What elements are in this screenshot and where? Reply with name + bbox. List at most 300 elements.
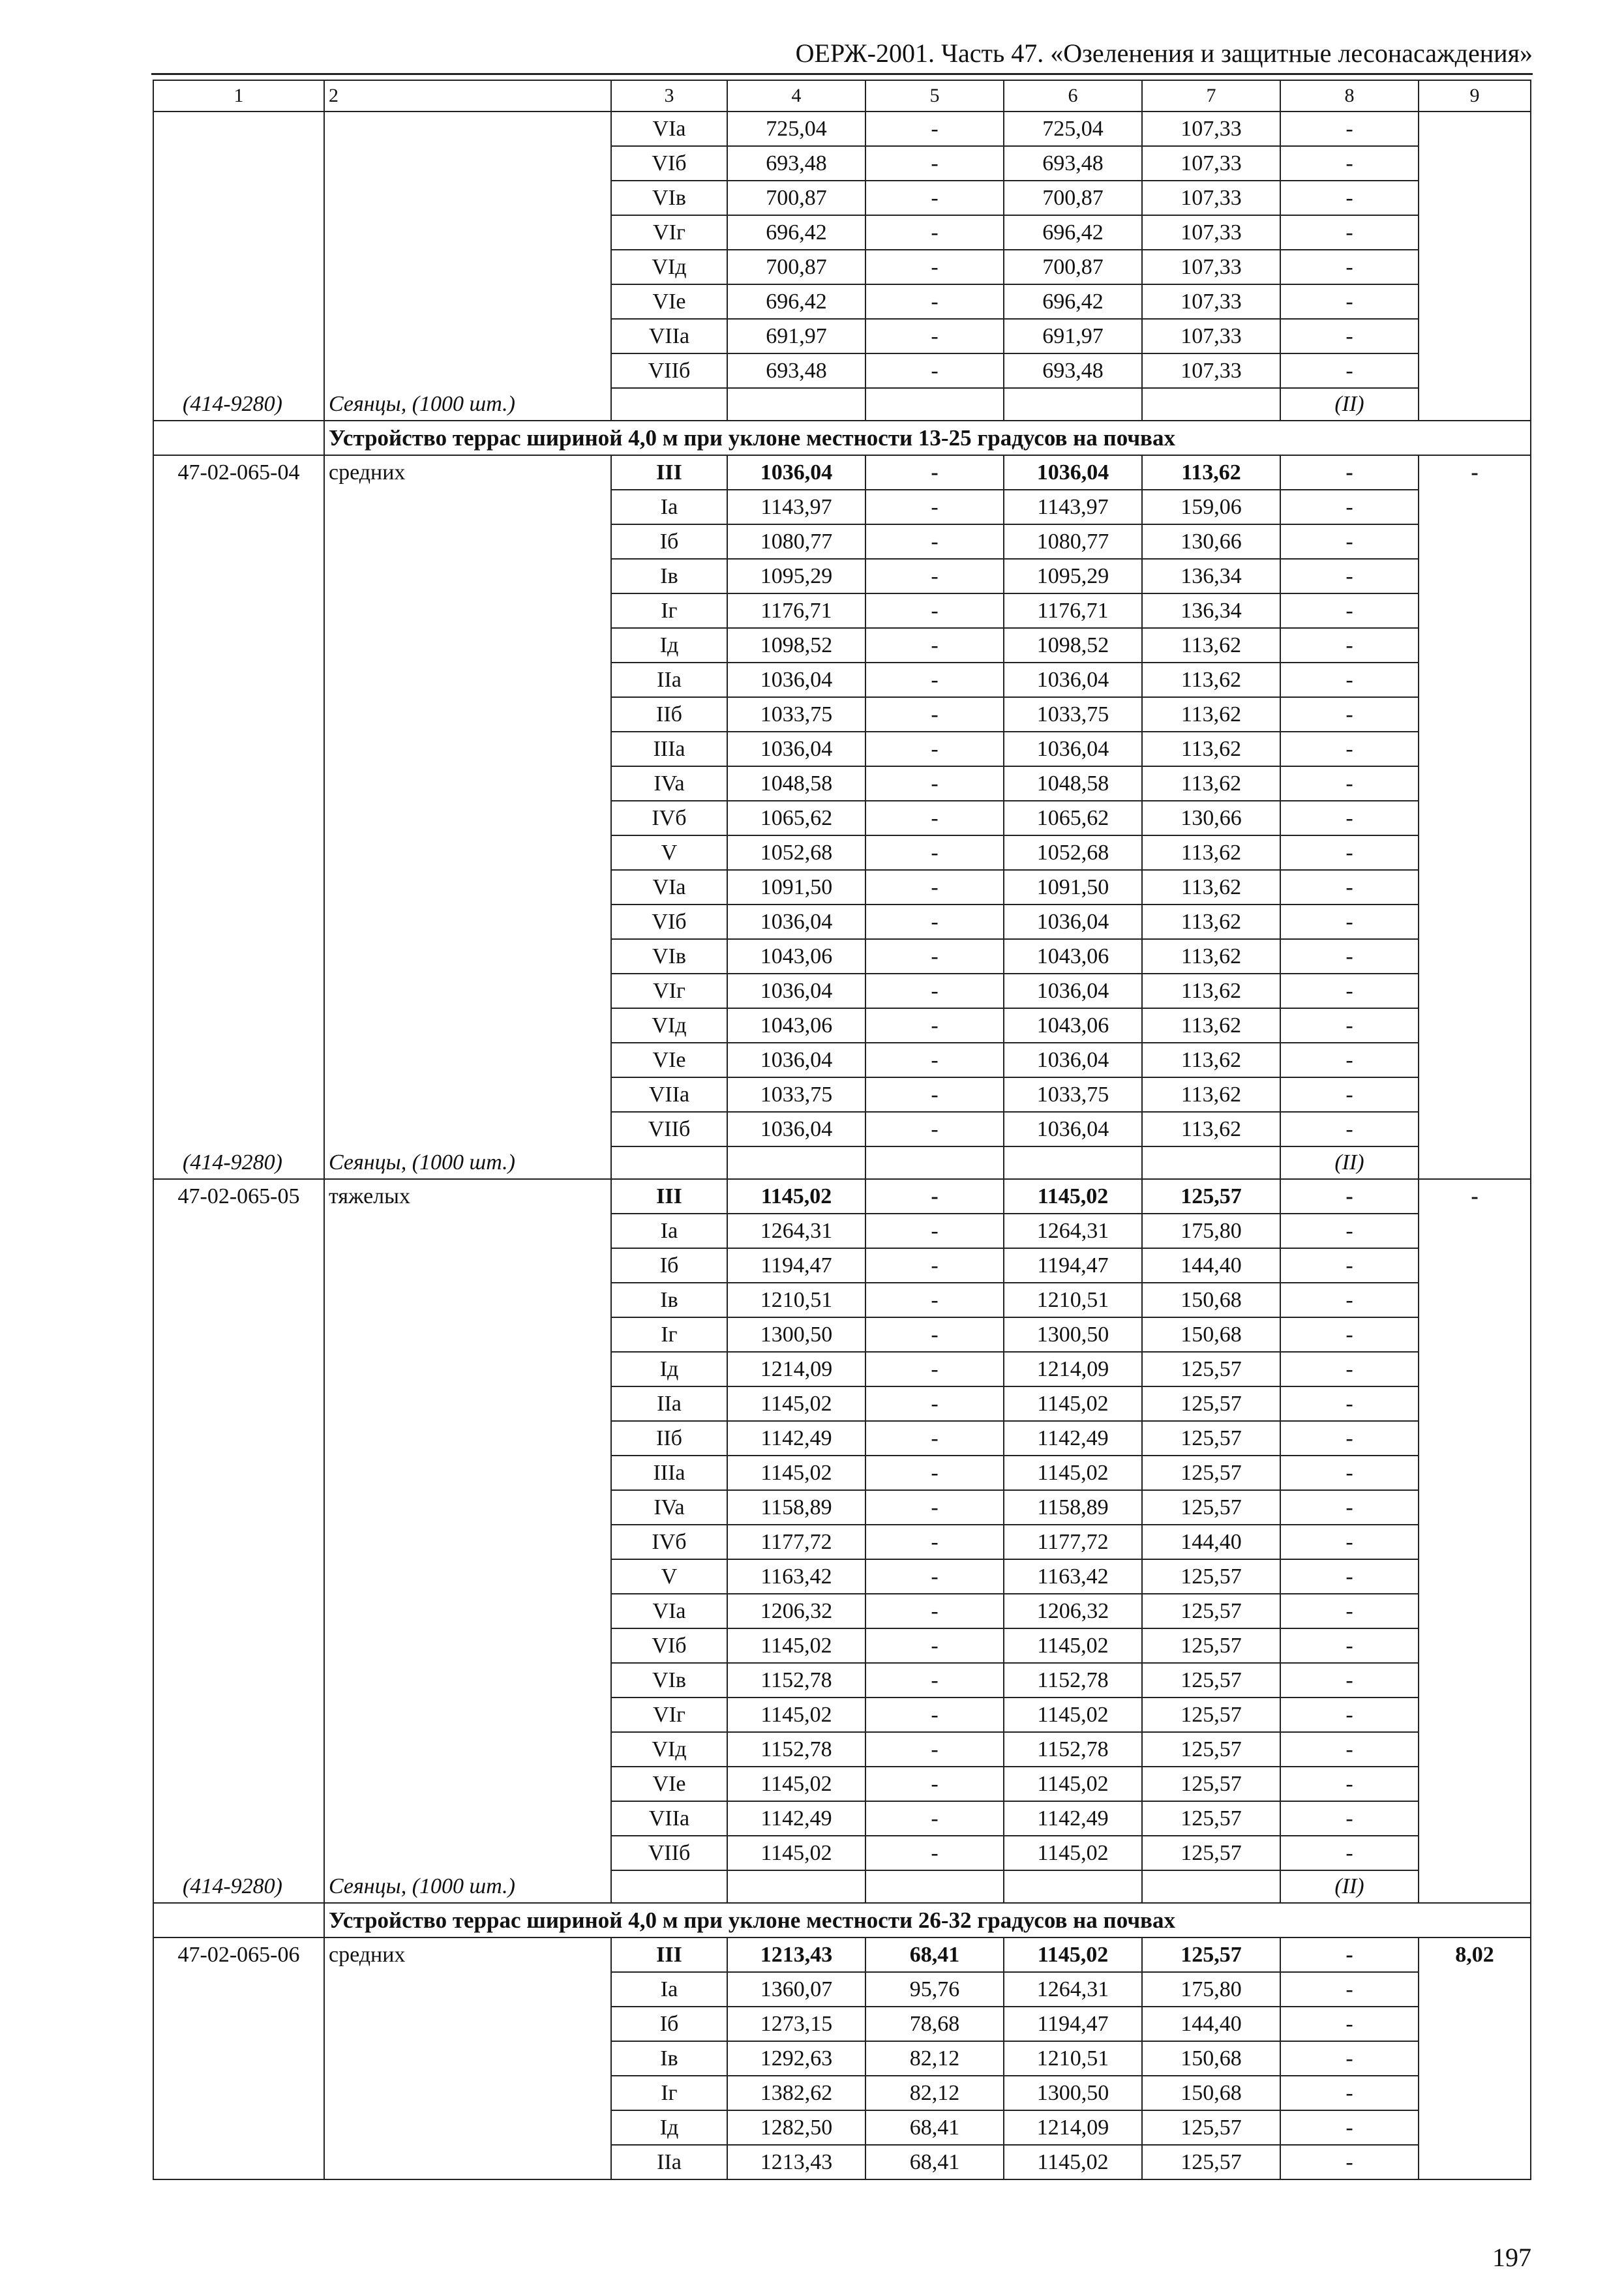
rate-code xyxy=(153,112,324,146)
table-cell: 1033,75 xyxy=(1004,1077,1142,1112)
table-cell: - xyxy=(1280,490,1419,524)
table-cell: 125,57 xyxy=(1142,1937,1280,1972)
table-cell: 1048,58 xyxy=(1004,766,1142,801)
rate-code: 47-02-065-04 xyxy=(153,455,324,490)
rate-code xyxy=(153,1317,324,1352)
table-cell: 125,57 xyxy=(1142,1628,1280,1663)
table-cell: 1194,47 xyxy=(1004,2007,1142,2041)
table-cell: 125,57 xyxy=(1142,1594,1280,1628)
table-cell: Ia xyxy=(611,1972,727,2007)
table-cell: - xyxy=(865,455,1004,490)
table-cell: 107,33 xyxy=(1142,319,1280,353)
table-cell: - xyxy=(1280,1972,1419,2007)
table-cell xyxy=(1419,593,1531,628)
table-cell: - xyxy=(1280,112,1419,146)
table-cell: 1145,02 xyxy=(727,1836,865,1870)
table-cell: IVa xyxy=(611,766,727,801)
table-cell: - xyxy=(1280,215,1419,250)
table-cell: 113,62 xyxy=(1142,835,1280,870)
rate-name xyxy=(324,1490,611,1525)
table-cell: - xyxy=(1280,1248,1419,1283)
table-cell: 1264,31 xyxy=(1004,1214,1142,1248)
section-heading: Устройство террас шириной 4,0 м при уклоне местности 26-32 градусов на почвах xyxy=(324,1903,1531,1937)
table-cell xyxy=(1419,1870,1531,1903)
table-cell: 68,41 xyxy=(865,2145,1004,2179)
table-cell: 125,57 xyxy=(1142,1179,1280,1214)
table-cell: 725,04 xyxy=(727,112,865,146)
table-cell: 136,34 xyxy=(1142,559,1280,593)
table-cell: 1194,47 xyxy=(1004,1248,1142,1283)
table-cell: 113,62 xyxy=(1142,974,1280,1008)
table-cell: - xyxy=(865,112,1004,146)
rate-code xyxy=(153,250,324,284)
table-cell: - xyxy=(865,1456,1004,1490)
table-cell: - xyxy=(1280,181,1419,215)
table-cell: - xyxy=(1280,1456,1419,1490)
table-cell: V xyxy=(611,835,727,870)
rate-name xyxy=(324,697,611,732)
table-cell xyxy=(1419,1767,1531,1801)
rate-name xyxy=(324,1836,611,1870)
table-cell: 700,87 xyxy=(727,181,865,215)
table-row xyxy=(153,801,1531,835)
table-cell: 1163,42 xyxy=(1004,1559,1142,1594)
table-cell: VIIб xyxy=(611,1836,727,1870)
table-cell: VIб xyxy=(611,1628,727,1663)
table-cell: - xyxy=(1280,2007,1419,2041)
table-cell: - xyxy=(1280,766,1419,801)
table-cell: - xyxy=(1280,1836,1419,1870)
table-cell: - xyxy=(1280,353,1419,388)
table-cell: 1145,02 xyxy=(1004,1456,1142,1490)
table-cell: 107,33 xyxy=(1142,112,1280,146)
table-cell: - xyxy=(1280,2145,1419,2179)
table-cell: 1143,97 xyxy=(727,490,865,524)
table-cell: V xyxy=(611,1559,727,1594)
table-cell: 700,87 xyxy=(1004,250,1142,284)
table-cell xyxy=(1419,215,1531,250)
section-heading-row xyxy=(153,1903,1531,1937)
table-cell: - xyxy=(1280,284,1419,319)
table-row xyxy=(153,663,1531,697)
table-cell: 1145,02 xyxy=(1004,1836,1142,1870)
table-cell xyxy=(1142,1870,1280,1903)
rate-name xyxy=(324,2110,611,2145)
column-number: 4 xyxy=(727,80,865,112)
table-cell: 1036,04 xyxy=(727,1043,865,1077)
table-cell xyxy=(1419,1248,1531,1283)
rate-name xyxy=(324,1112,611,1146)
table-row xyxy=(153,870,1531,905)
table-cell: 1145,02 xyxy=(1004,1698,1142,1732)
table-cell: VIIa xyxy=(611,1801,727,1836)
table-cell xyxy=(1004,1870,1142,1903)
table-cell: 696,42 xyxy=(1004,215,1142,250)
table-cell: - xyxy=(1280,905,1419,939)
table-cell: VIв xyxy=(611,1663,727,1698)
table-cell: 1145,02 xyxy=(727,1767,865,1801)
table-row xyxy=(153,112,1531,146)
table-cell: 1043,06 xyxy=(1004,1008,1142,1043)
table-cell: 144,40 xyxy=(1142,2007,1280,2041)
table-cell: 1145,02 xyxy=(727,1386,865,1421)
table-cell xyxy=(1419,732,1531,766)
rate-name xyxy=(324,2041,611,2076)
table-row xyxy=(153,2145,1531,2179)
table-cell: 150,68 xyxy=(1142,1283,1280,1317)
table-cell: - xyxy=(1280,1698,1419,1732)
table-row xyxy=(153,1525,1531,1559)
table-cell xyxy=(1142,388,1280,421)
table-cell xyxy=(1419,2076,1531,2110)
rate-code xyxy=(153,1732,324,1767)
rate-code xyxy=(153,1801,324,1836)
table-row xyxy=(153,1663,1531,1698)
table-row xyxy=(153,181,1531,215)
table-cell: 82,12 xyxy=(865,2076,1004,2110)
table-row xyxy=(153,1421,1531,1456)
table-cell: - xyxy=(865,1698,1004,1732)
rate-code xyxy=(153,319,324,353)
table-cell: VIд xyxy=(611,1008,727,1043)
rate-name xyxy=(324,1214,611,1248)
table-cell: - xyxy=(865,974,1004,1008)
table-cell: VIe xyxy=(611,1043,727,1077)
table-cell: 1145,02 xyxy=(1004,1937,1142,1972)
rate-name xyxy=(324,1732,611,1767)
table-cell: 1176,71 xyxy=(727,593,865,628)
rate-name xyxy=(324,974,611,1008)
rate-name xyxy=(324,181,611,215)
table-row xyxy=(153,766,1531,801)
column-number: 6 xyxy=(1004,80,1142,112)
table-row xyxy=(153,490,1531,524)
table-cell: 1152,78 xyxy=(1004,1732,1142,1767)
rate-name xyxy=(324,1008,611,1043)
rate-code xyxy=(153,1008,324,1043)
table-cell: IIIa xyxy=(611,732,727,766)
table-cell: - xyxy=(865,1421,1004,1456)
table-cell: VIд xyxy=(611,1732,727,1767)
table-cell xyxy=(1419,1077,1531,1112)
rate-name xyxy=(324,628,611,663)
table-cell: 1043,06 xyxy=(727,939,865,974)
table-row xyxy=(153,1490,1531,1525)
table-cell: 150,68 xyxy=(1142,2041,1280,2076)
rate-name xyxy=(324,1559,611,1594)
table-cell: 1036,04 xyxy=(727,905,865,939)
rate-name xyxy=(324,1767,611,1801)
rate-name xyxy=(324,1628,611,1663)
rate-name xyxy=(324,215,611,250)
table-cell: IIб xyxy=(611,697,727,732)
table-cell: - xyxy=(1280,663,1419,697)
table-cell: 693,48 xyxy=(727,146,865,181)
rate-code xyxy=(153,353,324,388)
rate-code xyxy=(153,2041,324,2076)
table-cell: 1300,50 xyxy=(1004,2076,1142,2110)
table-cell: - xyxy=(1280,1525,1419,1559)
rate-code xyxy=(153,1283,324,1317)
table-cell xyxy=(1419,524,1531,559)
rate-name xyxy=(324,1525,611,1559)
material-name: Сеянцы, (1000 шт.) xyxy=(324,1146,611,1179)
material-row xyxy=(153,1146,1531,1179)
table-cell: - xyxy=(865,215,1004,250)
rate-name xyxy=(324,1043,611,1077)
table-cell: 1052,68 xyxy=(1004,835,1142,870)
table-cell: 691,97 xyxy=(1004,319,1142,353)
table-row xyxy=(153,250,1531,284)
table-cell: 113,62 xyxy=(1142,766,1280,801)
rate-code xyxy=(153,1386,324,1421)
table-cell: - xyxy=(865,353,1004,388)
table-row xyxy=(153,697,1531,732)
table-cell: Iд xyxy=(611,1352,727,1386)
page-number: 197 xyxy=(1492,2243,1531,2272)
table-cell: - xyxy=(865,1214,1004,1248)
table-cell: 113,62 xyxy=(1142,939,1280,974)
table-cell: Iг xyxy=(611,2076,727,2110)
table-row xyxy=(153,2110,1531,2145)
rate-name xyxy=(324,1317,611,1352)
table-cell: 125,57 xyxy=(1142,1421,1280,1456)
table-cell: - xyxy=(1419,455,1531,490)
table-cell xyxy=(865,1870,1004,1903)
table-cell: 1036,04 xyxy=(1004,1112,1142,1146)
table-cell: - xyxy=(1280,1112,1419,1146)
table-cell: 1206,32 xyxy=(727,1594,865,1628)
table-row xyxy=(153,974,1531,1008)
rate-name xyxy=(324,353,611,388)
table-cell: 1264,31 xyxy=(727,1214,865,1248)
table-row xyxy=(153,593,1531,628)
table-cell: 113,62 xyxy=(1142,1043,1280,1077)
table-row xyxy=(153,1937,1531,1972)
table-cell: - xyxy=(865,146,1004,181)
rate-name: средних xyxy=(324,455,611,490)
table-cell: 700,87 xyxy=(1004,181,1142,215)
table-cell: 1095,29 xyxy=(1004,559,1142,593)
material-name: Сеянцы, (1000 шт.) xyxy=(324,1870,611,1903)
section-heading-row xyxy=(153,421,1531,455)
table-cell: IIIa xyxy=(611,1456,727,1490)
rate-name xyxy=(324,146,611,181)
table-cell: - xyxy=(1280,870,1419,905)
table-cell: - xyxy=(865,319,1004,353)
table-cell: 1152,78 xyxy=(1004,1663,1142,1698)
rate-code xyxy=(153,766,324,801)
table-cell xyxy=(1419,319,1531,353)
table-cell: - xyxy=(1280,250,1419,284)
table-cell: - xyxy=(865,1594,1004,1628)
table-row xyxy=(153,1972,1531,2007)
table-cell: III xyxy=(611,455,727,490)
table-cell: - xyxy=(1280,1663,1419,1698)
table-row xyxy=(153,1008,1531,1043)
table-cell xyxy=(1419,1008,1531,1043)
table-cell xyxy=(153,421,324,455)
table-cell: - xyxy=(1280,1077,1419,1112)
table-row xyxy=(153,559,1531,593)
table-row xyxy=(153,1594,1531,1628)
table-cell: - xyxy=(865,1112,1004,1146)
document-title: ОЕРЖ-2001. Часть 47. «Озеленения и защитные лесонасаждения» xyxy=(795,38,1533,68)
table-cell xyxy=(1419,1386,1531,1421)
table-cell: IIa xyxy=(611,663,727,697)
rate-name xyxy=(324,1801,611,1836)
table-cell xyxy=(1419,1490,1531,1525)
table-cell: 1382,62 xyxy=(727,2076,865,2110)
rate-name xyxy=(324,1663,611,1698)
table-cell: III xyxy=(611,1179,727,1214)
table-cell: 1095,29 xyxy=(727,559,865,593)
table-cell: 130,66 xyxy=(1142,801,1280,835)
table-cell: 693,48 xyxy=(1004,353,1142,388)
table-cell: - xyxy=(1280,801,1419,835)
table-cell: - xyxy=(865,1248,1004,1283)
table-cell: - xyxy=(865,181,1004,215)
table-cell xyxy=(1419,146,1531,181)
table-cell: - xyxy=(865,939,1004,974)
column-number: 2 xyxy=(324,80,611,112)
table-cell: VIIб xyxy=(611,353,727,388)
table-cell: 725,04 xyxy=(1004,112,1142,146)
table-row xyxy=(153,1283,1531,1317)
table-cell xyxy=(1419,1559,1531,1594)
table-cell: 1213,43 xyxy=(727,2145,865,2179)
table-cell: - xyxy=(1280,732,1419,766)
table-cell: 1033,75 xyxy=(727,697,865,732)
table-cell: - xyxy=(1280,146,1419,181)
table-cell: Ia xyxy=(611,490,727,524)
table-cell: - xyxy=(865,870,1004,905)
rate-code xyxy=(153,1559,324,1594)
table-cell: 1210,51 xyxy=(727,1283,865,1317)
table-cell xyxy=(1419,490,1531,524)
table-cell: 150,68 xyxy=(1142,2076,1280,2110)
table-cell: 1214,09 xyxy=(1004,1352,1142,1386)
table-cell: 175,80 xyxy=(1142,1972,1280,2007)
rate-name xyxy=(324,284,611,319)
table-cell: Iг xyxy=(611,593,727,628)
table-cell: 113,62 xyxy=(1142,697,1280,732)
table-cell: VIб xyxy=(611,905,727,939)
rate-code xyxy=(153,1456,324,1490)
rate-name xyxy=(324,1456,611,1490)
table-cell: - xyxy=(865,905,1004,939)
table-row xyxy=(153,1112,1531,1146)
table-cell: - xyxy=(1280,1421,1419,1456)
table-cell: 1080,77 xyxy=(727,524,865,559)
table-cell: 1145,02 xyxy=(1004,1179,1142,1214)
rate-name xyxy=(324,593,611,628)
table-cell: - xyxy=(865,559,1004,593)
table-cell xyxy=(1419,1972,1531,2007)
table-cell: VIa xyxy=(611,112,727,146)
table-cell: 1043,06 xyxy=(1004,939,1142,974)
table-cell: 1145,02 xyxy=(727,1628,865,1663)
table-row xyxy=(153,353,1531,388)
table-cell: 1158,89 xyxy=(1004,1490,1142,1525)
table-cell xyxy=(1419,1283,1531,1317)
table-cell: 1264,31 xyxy=(1004,1972,1142,2007)
rate-code xyxy=(153,732,324,766)
rate-name xyxy=(324,1421,611,1456)
table-row xyxy=(153,1043,1531,1077)
table-cell xyxy=(1419,1801,1531,1836)
table-cell xyxy=(1419,939,1531,974)
table-cell: - xyxy=(1280,628,1419,663)
table-row xyxy=(153,1767,1531,1801)
table-cell: 125,57 xyxy=(1142,1386,1280,1421)
rate-name xyxy=(324,559,611,593)
table-cell: 82,12 xyxy=(865,2041,1004,2076)
table-cell: 1036,04 xyxy=(1004,732,1142,766)
table-cell xyxy=(1419,1421,1531,1456)
table-cell: 113,62 xyxy=(1142,455,1280,490)
table-cell: Iб xyxy=(611,524,727,559)
table-cell xyxy=(1419,112,1531,146)
table-row xyxy=(153,732,1531,766)
table-cell: 113,62 xyxy=(1142,1008,1280,1043)
table-cell: 696,42 xyxy=(1004,284,1142,319)
table-cell: VIIa xyxy=(611,1077,727,1112)
table-cell: 1033,75 xyxy=(727,1077,865,1112)
table-cell xyxy=(727,1870,865,1903)
table-cell: 1210,51 xyxy=(1004,2041,1142,2076)
table-cell: - xyxy=(1280,1628,1419,1663)
table-cell: VIв xyxy=(611,939,727,974)
table-cell: IVб xyxy=(611,1525,727,1559)
table-cell xyxy=(1419,2041,1531,2076)
table-cell: 1300,50 xyxy=(1004,1317,1142,1352)
table-cell: - xyxy=(865,1525,1004,1559)
table-cell: 1145,02 xyxy=(1004,2145,1142,2179)
table-cell: 1210,51 xyxy=(1004,1283,1142,1317)
material-name: Сеянцы, (1000 шт.) xyxy=(324,388,611,421)
table-cell: 125,57 xyxy=(1142,1698,1280,1732)
table-row xyxy=(153,2076,1531,2110)
rate-name xyxy=(324,2076,611,2110)
rate-name xyxy=(324,835,611,870)
table-cell: 113,62 xyxy=(1142,628,1280,663)
table-cell xyxy=(1419,663,1531,697)
rate-code xyxy=(153,1767,324,1801)
table-row xyxy=(153,284,1531,319)
table-cell xyxy=(1419,1732,1531,1767)
table-cell xyxy=(1419,1836,1531,1870)
table-cell: 113,62 xyxy=(1142,905,1280,939)
table-row xyxy=(153,1836,1531,1870)
table-cell: - xyxy=(1280,1937,1419,1972)
table-cell: - xyxy=(1280,455,1419,490)
table-cell xyxy=(1419,697,1531,732)
table-cell: 1152,78 xyxy=(727,1732,865,1767)
table-cell: Iг xyxy=(611,1317,727,1352)
table-cell: VIг xyxy=(611,215,727,250)
table-cell: - xyxy=(865,1077,1004,1112)
table-row xyxy=(153,1248,1531,1283)
table-cell: IIa xyxy=(611,1386,727,1421)
table-cell: - xyxy=(865,1732,1004,1767)
table-cell: III xyxy=(611,1937,727,1972)
table-cell: 1360,07 xyxy=(727,1972,865,2007)
table-cell: 1036,04 xyxy=(1004,1043,1142,1077)
table-cell: - xyxy=(865,1836,1004,1870)
table-cell xyxy=(727,1146,865,1179)
rate-code xyxy=(153,628,324,663)
